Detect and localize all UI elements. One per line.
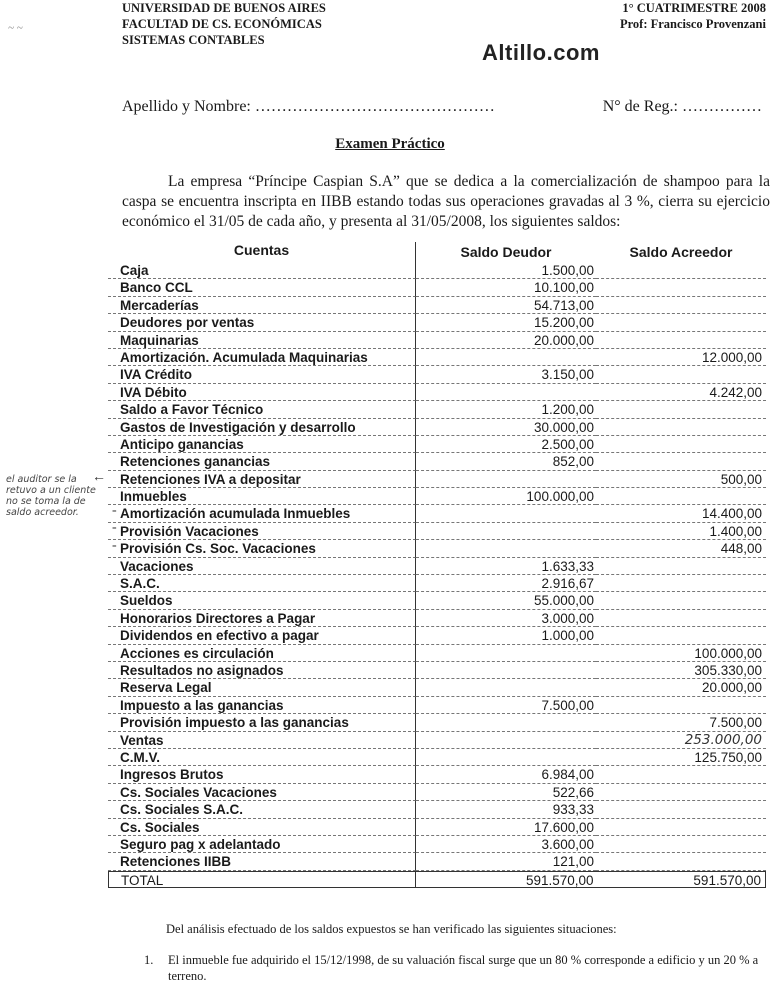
header-cuentas: Cuentas: [108, 242, 416, 262]
cuenta-cell: Mercaderías: [108, 297, 416, 314]
acreedor-cell: [596, 297, 766, 314]
cuenta-cell: Saldo a Favor Técnico: [108, 401, 416, 418]
deudor-cell: 3.600,00: [416, 836, 596, 853]
table-row: [108, 558, 766, 575]
table-row: [108, 332, 766, 349]
cuenta-cell: Honorarios Directores a Pagar: [108, 610, 416, 627]
cuenta-cell: Gastos de Investigación y desarrollo: [108, 419, 416, 436]
cuenta-cell: Deudores por ventas: [108, 314, 416, 331]
acreedor-cell: 20.000,00: [596, 679, 766, 696]
item-text: El inmueble fue adquirido el 15/12/1998, de su valuación fiscal surge que un 80 % corresponde a edificio y un 20 % a terreno.: [168, 953, 759, 983]
deudor-cell: 933,33: [416, 801, 596, 818]
cuenta-cell: Retenciones IIBB: [108, 853, 416, 870]
cuenta-cell: Anticipo ganancias: [108, 436, 416, 453]
acreedor-cell: [596, 836, 766, 853]
acreedor-cell: [596, 801, 766, 818]
acreedor-cell: [596, 436, 766, 453]
table-row: [108, 349, 766, 366]
acreedor-cell: [596, 697, 766, 714]
deudor-cell: 2.916,67: [416, 575, 596, 592]
acreedor-cell: [596, 610, 766, 627]
header-faculty: FACULTAD DE CS. ECONÓMICAS: [122, 17, 322, 31]
table-row: [108, 540, 766, 557]
acreedor-cell: [596, 592, 766, 609]
acreedor-cell: [596, 366, 766, 383]
handwritten-side-note: el auditor se la retuvo a un cliente no se toma la de saldo acreedor.: [6, 474, 96, 518]
acreedor-cell: [596, 853, 766, 870]
deudor-cell: 15.200,00: [416, 314, 596, 331]
deudor-cell: 1.200,00: [416, 401, 596, 418]
table-row: [108, 714, 766, 731]
cuenta-cell: Acciones es circulación: [108, 645, 416, 662]
cuenta-cell: Sueldos: [108, 592, 416, 609]
deudor-cell: [416, 540, 596, 557]
table-row: [108, 488, 766, 505]
deudor-cell: [416, 749, 596, 766]
table-row: [108, 662, 766, 679]
acreedor-cell: [596, 488, 766, 505]
table-row: [108, 697, 766, 714]
cuenta-cell: Provisión Cs. Soc. Vacaciones: [108, 540, 416, 557]
deudor-cell: [416, 679, 596, 696]
deudor-cell: 20.000,00: [416, 332, 596, 349]
list-item: [144, 952, 768, 984]
deudor-cell: 6.984,00: [416, 766, 596, 783]
acreedor-cell: [596, 819, 766, 836]
table-row: [108, 262, 766, 279]
cuenta-cell: IVA Débito: [108, 384, 416, 401]
acreedor-cell: [596, 627, 766, 644]
cuenta-cell: Caja: [108, 262, 416, 279]
deudor-cell: 100.000,00: [416, 488, 596, 505]
cuenta-cell: S.A.C.: [108, 575, 416, 592]
table-total-row: [108, 871, 766, 888]
name-field-label: Apellido y Nombre: ………………………………………: [122, 98, 495, 115]
table-row: [108, 627, 766, 644]
acreedor-cell: 1.400,00: [596, 523, 766, 540]
deudor-cell: [416, 523, 596, 540]
cuenta-cell: Amortización acumulada Inmuebles: [108, 505, 416, 522]
acreedor-cell: [596, 419, 766, 436]
table-row: [108, 523, 766, 540]
header-subject: SISTEMAS CONTABLES: [122, 33, 265, 47]
acreedor-cell: [596, 332, 766, 349]
table-row: [108, 297, 766, 314]
deudor-cell: 1.500,00: [416, 262, 596, 279]
deudor-cell: 3.000,00: [416, 610, 596, 627]
cuenta-cell: Resultados no asignados: [108, 662, 416, 679]
analysis-intro: Del análisis efectuado de los saldos expuestos se han verificado las siguientes situaciones:: [166, 922, 617, 936]
acreedor-cell: [596, 784, 766, 801]
reg-field-label: N° de Reg.: ……………: [602, 98, 762, 115]
table-row: [108, 279, 766, 296]
acreedor-cell: [596, 314, 766, 331]
dash-mark-icon: -: [112, 503, 117, 518]
table-row: [108, 505, 766, 522]
table-row: [108, 732, 766, 749]
deudor-cell: [416, 505, 596, 522]
watermark-logo: Altillo.com: [482, 40, 600, 65]
acreedor-cell: 253.000,00: [596, 732, 766, 749]
deudor-cell: 1.633,33: [416, 558, 596, 575]
acreedor-cell: [596, 453, 766, 470]
deudor-cell: 55.000,00: [416, 592, 596, 609]
total-label: TOTAL: [109, 872, 416, 887]
balances-table: [108, 242, 766, 888]
acreedor-cell: [596, 766, 766, 783]
cuenta-cell: IVA Crédito: [108, 366, 416, 383]
deudor-cell: [416, 349, 596, 366]
acreedor-cell: [596, 401, 766, 418]
acreedor-cell: 100.000,00: [596, 645, 766, 662]
table-row: [108, 366, 766, 383]
acreedor-cell: [596, 262, 766, 279]
table-row: [108, 575, 766, 592]
cuenta-cell: Inmuebles: [108, 488, 416, 505]
header-professor: Prof: Francisco Provenzani: [619, 17, 766, 31]
cuenta-cell: Retenciones IVA a depositar: [108, 471, 416, 488]
acreedor-cell: [596, 575, 766, 592]
table-row: [108, 679, 766, 696]
table-row: [108, 314, 766, 331]
cuenta-cell: Seguro pag x adelantado: [108, 836, 416, 853]
cuenta-cell: Retenciones ganancias: [108, 453, 416, 470]
deudor-cell: [416, 384, 596, 401]
acreedor-cell: 500,00: [596, 471, 766, 488]
acreedor-cell: 448,00: [596, 540, 766, 557]
deudor-cell: 3.150,00: [416, 366, 596, 383]
acreedor-cell: 7.500,00: [596, 714, 766, 731]
deudor-cell: [416, 732, 596, 749]
acreedor-cell: [596, 558, 766, 575]
acreedor-cell: [596, 279, 766, 296]
table-row: [108, 401, 766, 418]
table-body: [108, 262, 766, 871]
table-row: [108, 749, 766, 766]
table-row: [108, 784, 766, 801]
header-university: UNIVERSIDAD DE BUENOS AIRES: [122, 1, 326, 15]
acreedor-cell: 125.750,00: [596, 749, 766, 766]
intro-paragraph: La empresa “Príncipe Caspian S.A” que se dedica a la comercialización de shampoo para la caspa se encuentra inscripta en IIBB estando todas sus operaciones gravadas al 3 %, cierra su ejercicio económico el 31/05 de cada año, y presenta al 31/05/2008, los siguientes saldos:: [122, 173, 770, 230]
cuenta-cell: Cs. Sociales Vacaciones: [108, 784, 416, 801]
deudor-cell: [416, 645, 596, 662]
student-form-line: [122, 98, 762, 116]
cuenta-cell: Provisión Vacaciones: [108, 523, 416, 540]
cuenta-cell: Impuesto a las ganancias: [108, 697, 416, 714]
acreedor-cell: 305.330,00: [596, 662, 766, 679]
deudor-cell: 17.600,00: [416, 819, 596, 836]
cuenta-cell: C.M.V.: [108, 749, 416, 766]
table-row: [108, 801, 766, 818]
cuenta-cell: Dividendos en efectivo a pagar: [108, 627, 416, 644]
table-row: [108, 610, 766, 627]
table-row: [108, 766, 766, 783]
deudor-cell: 2.500,00: [416, 436, 596, 453]
deudor-cell: 121,00: [416, 853, 596, 870]
header-saldo-deudor: Saldo Deudor: [460, 244, 552, 260]
deudor-cell: [416, 714, 596, 731]
table-row: [108, 471, 766, 488]
table-row: [108, 592, 766, 609]
acreedor-cell: 14.400,00: [596, 505, 766, 522]
deudor-cell: 1.000,00: [416, 627, 596, 644]
cuenta-cell: Maquinarias: [108, 332, 416, 349]
table-row: [108, 836, 766, 853]
dash-mark-icon: -: [112, 520, 117, 535]
total-deudor: 591.570,00: [525, 872, 594, 888]
acreedor-cell: 12.000,00: [596, 349, 766, 366]
table-row: [108, 436, 766, 453]
header-saldo-acreedor: Saldo Acreedor: [629, 244, 733, 260]
table-row: [108, 384, 766, 401]
table-row: [108, 645, 766, 662]
header-institution: [122, 0, 326, 48]
cuenta-cell: Cs. Sociales: [108, 819, 416, 836]
header-term: 1° CUATRIMESTRE 2008: [622, 1, 766, 15]
table-row: [108, 853, 766, 870]
table-row: [108, 453, 766, 470]
deudor-cell: [416, 471, 596, 488]
cuenta-cell: Ventas: [108, 732, 416, 749]
deudor-cell: [416, 662, 596, 679]
deudor-cell: 10.100,00: [416, 279, 596, 296]
dash-mark-icon: -: [112, 538, 117, 553]
item-number: 1.: [144, 953, 154, 967]
total-acreedor: 591.570,00: [693, 872, 761, 888]
deudor-cell: 522,66: [416, 784, 596, 801]
cuenta-cell: Ingresos Brutos: [108, 766, 416, 783]
exam-title: Examen Práctico: [335, 136, 445, 152]
deudor-cell: 30.000,00: [416, 419, 596, 436]
acreedor-cell: 4.242,00: [596, 384, 766, 401]
arrow-left-icon: ←: [92, 470, 106, 485]
table-row: [108, 419, 766, 436]
header-course: [620, 0, 766, 32]
cuenta-cell: Amortización. Acumulada Maquinarias: [108, 349, 416, 366]
cuenta-cell: Vacaciones: [108, 558, 416, 575]
cuenta-cell: Reserva Legal: [108, 679, 416, 696]
table-row: [108, 819, 766, 836]
deudor-cell: 852,00: [416, 453, 596, 470]
scribble-mark: ~ ~: [8, 22, 23, 34]
cuenta-cell: Banco CCL: [108, 279, 416, 296]
cuenta-cell: Provisión impuesto a las ganancias: [108, 714, 416, 731]
cuenta-cell: Cs. Sociales S.A.C.: [108, 801, 416, 818]
deudor-cell: 7.500,00: [416, 697, 596, 714]
table-header: [108, 242, 766, 262]
deudor-cell: 54.713,00: [416, 297, 596, 314]
